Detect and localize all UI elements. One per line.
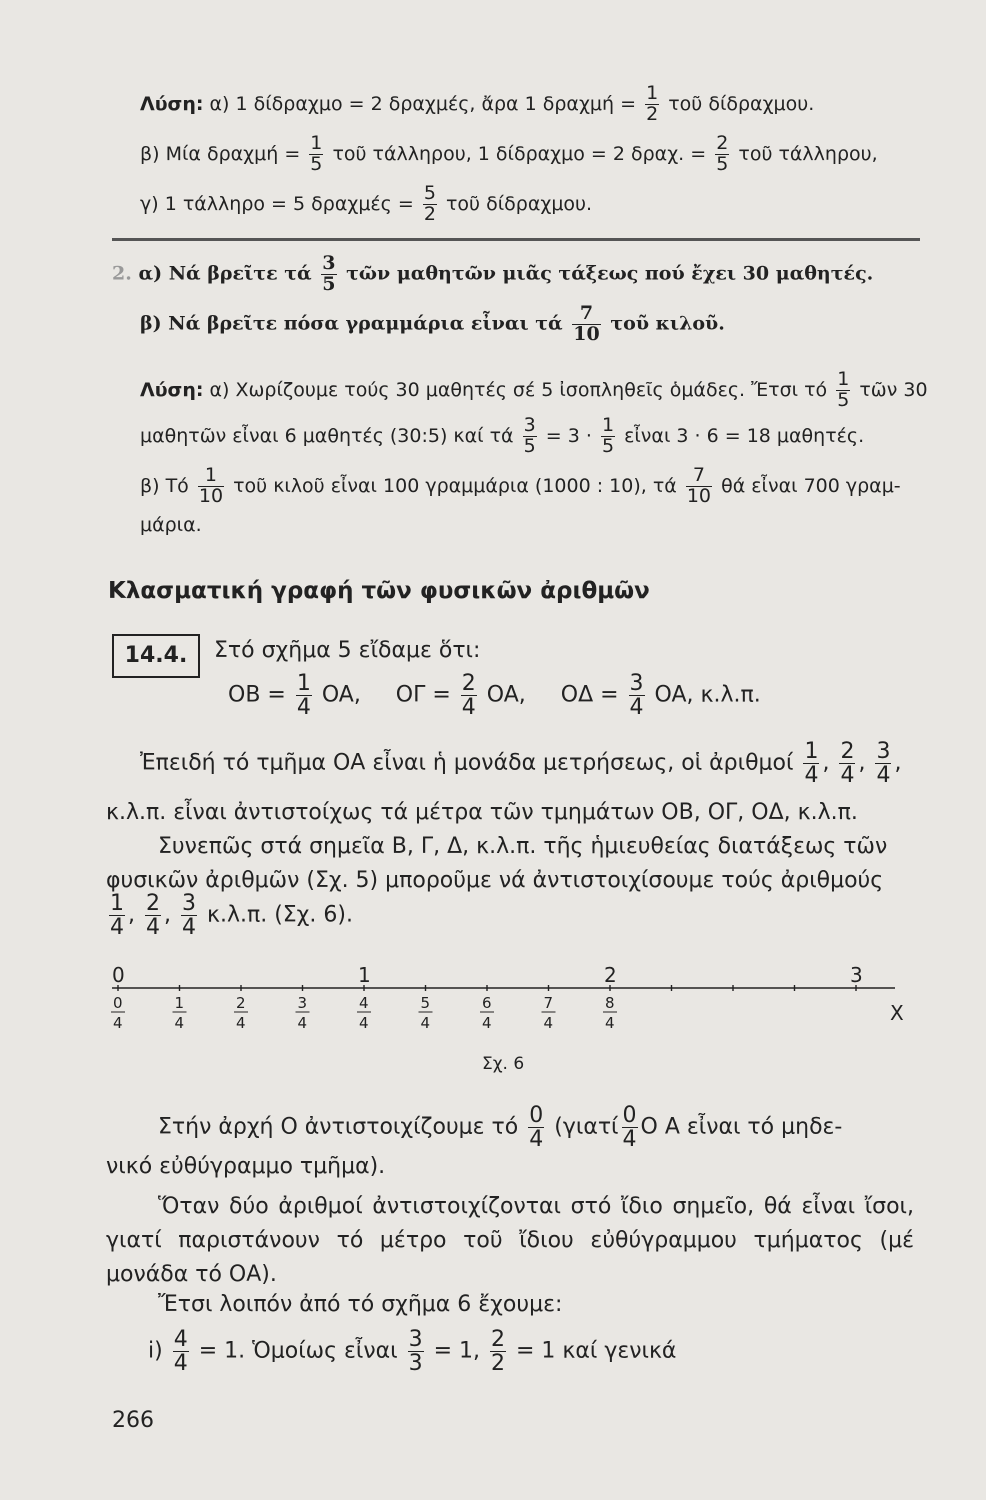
text: μαθητῶν εἶναι 6 μαθητές (30:5) καί τά — [140, 424, 514, 447]
text: OA, κ.λ.π. — [654, 682, 761, 708]
integer-label: 0 — [112, 963, 125, 987]
numerator: 0 — [622, 1103, 637, 1128]
integer-label: 1 — [358, 963, 371, 987]
denominator: 5 — [837, 388, 850, 411]
fraction-numerator: 0 — [113, 994, 123, 1012]
text: θά εἶναι 700 γραμ- — [721, 474, 901, 497]
fraction-numerator: 5 — [420, 994, 431, 1012]
fraction — [875, 740, 891, 787]
denominator: 4 — [173, 1351, 188, 1377]
numerator: 1 — [296, 671, 311, 696]
numerator: 3 — [408, 1327, 423, 1352]
fraction-denominator: 4 — [236, 1014, 246, 1032]
fraction — [839, 740, 855, 787]
text: α) 1 δίδραχμο = 2 δραχμές, ἄρα 1 δραχμή = — [209, 92, 637, 115]
fraction-denominator: 4 — [174, 1014, 185, 1032]
denominator: 5 — [310, 152, 323, 175]
text: γ) 1 τάλληρο = 5 δραχμές = — [140, 192, 414, 215]
number-line-figure — [100, 960, 920, 1040]
section-heading: Κλασματική γραφή τῶν φυσικῶν ἀριθμῶν — [108, 578, 650, 604]
fraction-numerator: 4 — [359, 994, 369, 1012]
numerator: 2 — [716, 132, 729, 154]
text: α) Χωρίζουμε τούς 30 μαθητές σέ 5 ἰσοπληθεῖς ὁμάδες. Ἔτσι τό — [209, 378, 828, 401]
solution-2-line-1 — [140, 370, 928, 411]
fraction-numerator: 3 — [297, 994, 308, 1012]
fraction — [198, 466, 224, 507]
fraction — [686, 466, 712, 507]
numerator: 1 — [198, 466, 224, 487]
paragraph-2-line-3: $\frac{1}{4}$ , $\frac{2}{4}$ , $\frac{3}{4}$ κ.λ.π. (Σχ. 6). — [110, 891, 353, 941]
fraction — [572, 304, 600, 345]
fraction — [109, 892, 125, 939]
text: Ἐπειδή τό τμῆμα ΟΑ εἶναι ἡ μονάδα μετρήσεως, οἱ ἀριθμοί — [140, 750, 794, 776]
solution-2-line-3 — [140, 466, 901, 507]
denominator: 5 — [601, 434, 615, 457]
text: τοῦ κιλοῦ εἶναι 100 γραμμάρια (1000 : 10), τά — [233, 474, 677, 497]
numerator: 5 — [423, 182, 436, 204]
denominator: 2 — [646, 102, 659, 125]
denominator: 4 — [182, 915, 196, 941]
numerator: 1 — [110, 891, 124, 916]
fraction — [145, 892, 161, 939]
fraction — [408, 1328, 424, 1375]
numerator: 1 — [804, 739, 819, 764]
text: β) Νά βρεῖτε πόσα γραμμάρια εἶναι τά — [140, 312, 563, 335]
denominator: 5 — [716, 152, 729, 175]
fraction-denominator: 4 — [359, 1014, 369, 1032]
solution-label: Λύση: — [140, 378, 204, 401]
denominator: 4 — [296, 695, 311, 721]
fraction-numerator: 8 — [605, 994, 615, 1012]
numerator: 2 — [146, 891, 160, 916]
solution-label: Λύση: — [140, 92, 204, 115]
fraction — [715, 134, 729, 175]
fraction-numerator: 1 — [174, 994, 185, 1012]
denominator: 10 — [573, 322, 600, 345]
text: OΔ = — [560, 682, 619, 708]
text: τοῦ δίδραχμου. — [668, 92, 815, 115]
exercise-number: 2. — [112, 262, 132, 285]
fraction — [836, 370, 850, 411]
numerator: 3 — [322, 252, 336, 274]
denominator: 4 — [146, 915, 160, 941]
paragraph-1-line-2: κ.λ.π. εἶναι ἀντιστοίχως τά μέτρα τῶν τμημάτων ΟΒ, ΟΓ, ΟΔ, κ.λ.π. — [106, 800, 858, 825]
text: = 3 · — [545, 424, 592, 447]
text: τοῦ τάλληρου, — [738, 142, 878, 165]
numerator: 3 — [182, 891, 196, 916]
solution-1-line-c — [140, 184, 592, 225]
paragraph-2-line-1: Συνεπῶς στά σημεῖα Β, Γ, Δ, κ.λ.π. τῆς ἡμιευθείας διατάξεως τῶν — [158, 834, 888, 859]
text: τοῦ τάλληρου, 1 δίδραχμο = 2 δραχ. = — [332, 142, 707, 165]
denominator: 4 — [110, 915, 124, 941]
fraction-denominator: 4 — [482, 1014, 492, 1032]
text: OA, — [321, 682, 361, 708]
fraction — [528, 1104, 544, 1151]
text: = 1. Ὁμοίως εἶναι — [198, 1338, 398, 1364]
text: τοῦ κιλοῦ. — [610, 312, 725, 335]
fraction — [321, 254, 336, 295]
denominator: 5 — [322, 272, 336, 295]
denominator: 4 — [629, 695, 644, 721]
text: Στήν ἀρχή Ο ἀντιστοιχίζουμε τό — [158, 1114, 519, 1140]
paragraph-4: Ὅταν δύο ἀριθμοί ἀντιστοιχίζονται στό ἴδιο σημεῖο, θά εἶναι ἴσοι, γιατί παριστάνουν τό μέτρο τοῦ ἴδιου εὐθύγραμμου τμήματος (μέ μονάδα τό ΟΑ). — [106, 1194, 914, 1287]
fraction-denominator: 4 — [605, 1014, 615, 1032]
numerator: 4 — [173, 1327, 188, 1352]
fraction — [622, 1104, 638, 1151]
paragraph-3-line-2: νικό εὐθύγραμμο τμῆμα). — [106, 1154, 386, 1179]
denominator: 4 — [876, 763, 891, 789]
exercise-2-line-b — [140, 304, 725, 345]
text: κ.λ.π. (Σχ. 6). — [207, 902, 353, 928]
fraction — [490, 1328, 506, 1375]
paragraph-3-line-1 — [158, 1104, 842, 1151]
axis-x-label: X — [890, 1001, 904, 1025]
text: i) — [148, 1338, 163, 1364]
fraction — [523, 416, 537, 457]
numerator: 1 — [601, 414, 615, 436]
denominator: 4 — [622, 1127, 637, 1153]
fraction — [601, 416, 615, 457]
denominator: 2 — [423, 202, 436, 225]
text: τῶν μαθητῶν μιᾶς τάξεως πού ἔχει 30 μαθητές. — [346, 262, 874, 285]
denominator: 4 — [804, 763, 819, 789]
text: τοῦ δίδραχμου. — [445, 192, 593, 215]
text: OA, — [486, 682, 526, 708]
numerator: 2 — [461, 671, 476, 696]
denominator: 3 — [408, 1351, 423, 1377]
solution-2-line-2 — [140, 416, 864, 457]
text: OB = — [228, 682, 286, 708]
section-intro: Στό σχῆμα 5 εἴδαμε ὅτι: — [214, 638, 481, 663]
numerator: 2 — [491, 1327, 505, 1352]
text: = 1 καί γενικά — [516, 1338, 677, 1364]
integer-label: 2 — [604, 963, 617, 987]
text: β) Μία δραχμή = — [140, 142, 301, 165]
denominator: 4 — [461, 695, 476, 721]
fraction-denominator: 4 — [297, 1014, 308, 1032]
numerator: 0 — [529, 1103, 544, 1128]
fraction — [423, 184, 437, 225]
paragraph-6 — [148, 1328, 676, 1375]
paragraph-2-line-2: φυσικῶν ἀριθμῶν (Σχ. 5) μποροῦμε νά ἀντιστοιχίσουμε τούς ἀριθμούς — [106, 868, 884, 893]
fraction-denominator: 4 — [543, 1014, 554, 1032]
text: εἶναι 3 · 6 = 18 μαθητές. — [624, 424, 865, 447]
paragraph-1-line-1: Ἐπειδή τό τμῆμα ΟΑ εἶναι ἡ μονάδα μετρήσεως, οἱ ἀριθμοί $\frac{1}{4}$ , $\frac{2}{4}$ , $\frac{3}{4}$ , — [140, 739, 902, 789]
figure-caption: Σχ. 6 — [482, 1054, 525, 1074]
fraction-numerator: 2 — [236, 994, 246, 1012]
fraction-denominator: 4 — [420, 1014, 431, 1032]
denominator: 5 — [523, 434, 536, 457]
numerator: 7 — [686, 466, 712, 487]
numerator: 3 — [629, 671, 644, 696]
fraction — [296, 672, 312, 719]
numerator: 1 — [310, 132, 323, 154]
fraction — [309, 134, 323, 175]
fraction — [173, 1328, 189, 1375]
fraction — [629, 672, 645, 719]
denominator: 10 — [198, 484, 224, 507]
solution-1-line-a — [140, 84, 814, 125]
text: (γιατί — [554, 1114, 619, 1140]
numerator: 2 — [840, 739, 855, 764]
text: α) Νά βρεῖτε τά — [138, 262, 312, 285]
denominator: 2 — [491, 1351, 505, 1377]
paragraph-5: Ἔτσι λοιπόν ἀπό τό σχῆμα 6 ἔχουμε: — [158, 1292, 563, 1317]
numerator: 3 — [876, 739, 891, 764]
text: O A εἶναι τό μηδε- — [640, 1114, 843, 1140]
exercise-2-line-a — [112, 254, 873, 295]
text: OΓ = — [395, 682, 451, 708]
denominator: 10 — [686, 484, 712, 507]
equations-line — [228, 672, 761, 719]
numerator: 1 — [646, 82, 659, 104]
denominator: 4 — [529, 1127, 544, 1153]
section-number-box: 14.4. — [112, 634, 200, 678]
text: β) Τό — [140, 474, 189, 497]
text: τῶν 30 — [859, 378, 928, 401]
divider-rule — [112, 238, 920, 241]
numerator: 7 — [572, 304, 600, 325]
fraction — [645, 84, 659, 125]
integer-label: 3 — [850, 963, 863, 987]
fraction — [461, 672, 477, 719]
text: = 1, — [433, 1338, 480, 1364]
numerator: 1 — [837, 368, 850, 390]
fraction-numerator: 6 — [482, 994, 492, 1012]
fraction — [181, 892, 197, 939]
numerator: 3 — [523, 414, 536, 436]
fraction-numerator: 7 — [543, 994, 554, 1012]
denominator: 4 — [840, 763, 855, 789]
solution-2-line-4: μάρια. — [140, 514, 202, 536]
page-number: 266 — [112, 1408, 154, 1433]
fraction-denominator: 4 — [113, 1014, 123, 1032]
fraction — [803, 740, 819, 787]
solution-1-line-b — [140, 134, 878, 175]
